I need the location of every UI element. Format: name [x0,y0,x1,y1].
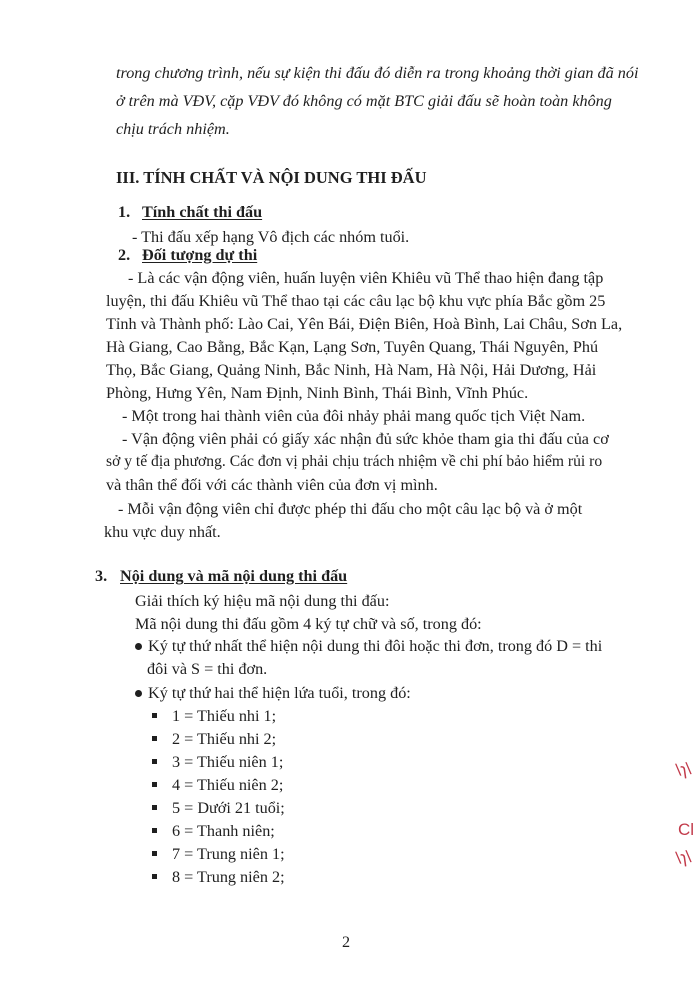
item-2-para-3-line-3: và thân thể đối với các thành viên của đơn vị mình. [106,476,438,494]
square-bullet-icon [152,782,157,787]
square-bullet-icon [152,759,157,764]
square-bullet-icon [152,736,157,741]
square-bullet-icon [152,713,157,718]
square-bullet-icon [152,828,157,833]
item-3-bullet-1-line-2: đôi và S = thi đơn. [147,660,268,678]
age-list-item: 1 = Thiếu nhi 1; [172,707,277,725]
item-1-bullet: - Thi đấu xếp hạng Vô địch các nhóm tuổi. [132,228,410,246]
age-list-item: 2 = Thiếu nhi 2; [172,730,277,748]
item-2-para-3-line-2: sở y tế địa phương. Các đơn vị phải chịu trách nhiệm về chi phí bảo hiểm rủi ro [106,453,603,470]
age-list-item: 8 = Trung niên 2; [172,868,285,886]
stamp-mark: \ɿ\ [674,759,693,780]
item-2-heading: Đối tượng dự thi [142,246,258,264]
item-1-number: 1. [118,203,131,221]
intro-line-3: chịu trách nhiệm. [116,120,230,138]
page-number: 2 [342,933,351,951]
item-3-intro-1: Giải thích ký hiệu mã nội dung thi đấu: [135,592,390,610]
intro-line-2: ở trên mà VĐV, cặp VĐV đó không có mặt BTC giải đấu sẽ hoàn toàn không [116,92,612,110]
section-heading: III. TÍNH CHẤT VÀ NỘI DUNG THI ĐẤU [116,168,427,187]
item-3-number: 3. [95,567,108,585]
item-2-para-2: - Một trong hai thành viên của đôi nhảy phải mang quốc tịch Việt Nam. [122,407,586,425]
item-2-para-1-line-3: Tỉnh và Thành phố: Lào Cai, Yên Bái, Điện Biên, Hoà Bình, Lai Châu, Sơn La, [106,315,623,333]
item-2-para-1-line-5: Thọ, Bắc Giang, Quảng Ninh, Bắc Ninh, Hà Nam, Hà Nội, Hải Dương, Hải [106,361,597,379]
square-bullet-icon [152,874,157,879]
square-bullet-icon [152,805,157,810]
item-2-para-1-line-1: - Là các vận động viên, huấn luyện viên Khiêu vũ Thể thao hiện đang tập [128,269,604,287]
item-3-heading: Nội dung và mã nội dung thi đấu [120,567,348,585]
item-3-bullet-1-line-1: Ký tự thứ nhất thể hiện nội dung thi đôi hoặc thi đơn, trong đó D = thi [148,637,603,655]
item-2-para-4-line-2: khu vực duy nhất. [104,523,221,541]
item-2-para-4-line-1: - Mỗi vận động viên chỉ được phép thi đấu cho một câu lạc bộ và ở một [118,500,583,518]
item-1-heading: Tính chất thi đấu [142,203,263,221]
age-list-item: 4 = Thiếu niên 2; [172,776,284,794]
age-list-item: 3 = Thiếu niên 1; [172,753,284,771]
item-2-para-1-line-6: Phòng, Hưng Yên, Nam Định, Ninh Bình, Thái Bình, Vĩnh Phúc. [106,384,529,402]
item-3-intro-2: Mã nội dung thi đấu gồm 4 ký tự chữ và số, trong đó: [135,615,482,633]
square-bullet-icon [152,851,157,856]
age-list-item: 5 = Dưới 21 tuổi; [172,799,285,817]
age-list-item: 6 = Thanh niên; [172,822,275,840]
item-3-bullet-2: Ký tự thứ hai thể hiện lứa tuổi, trong đó: [148,684,411,702]
item-2-para-1-line-4: Hà Giang, Cao Bằng, Bắc Kạn, Lạng Sơn, Tuyên Quang, Thái Nguyên, Phú [106,338,599,356]
intro-line-1: trong chương trình, nếu sự kiện thi đấu đó diễn ra trong khoảng thời gian đã nói [116,64,639,82]
bullet-dot-icon [135,643,142,650]
item-2-para-1-line-2: luyện, thi đấu Khiêu vũ Thể thao tại các câu lạc bộ khu vực phía Bắc gồm 25 [106,292,606,310]
stamp-mark: \ɿ\ [674,847,693,868]
stamp-mark: Cl [678,820,695,839]
item-2-para-3-line-1: - Vận động viên phải có giấy xác nhận đủ sức khỏe tham gia thi đấu của cơ [122,430,609,448]
item-2-number: 2. [118,246,131,264]
age-list-item: 7 = Trung niên 1; [172,845,285,863]
bullet-dot-icon [135,690,142,697]
